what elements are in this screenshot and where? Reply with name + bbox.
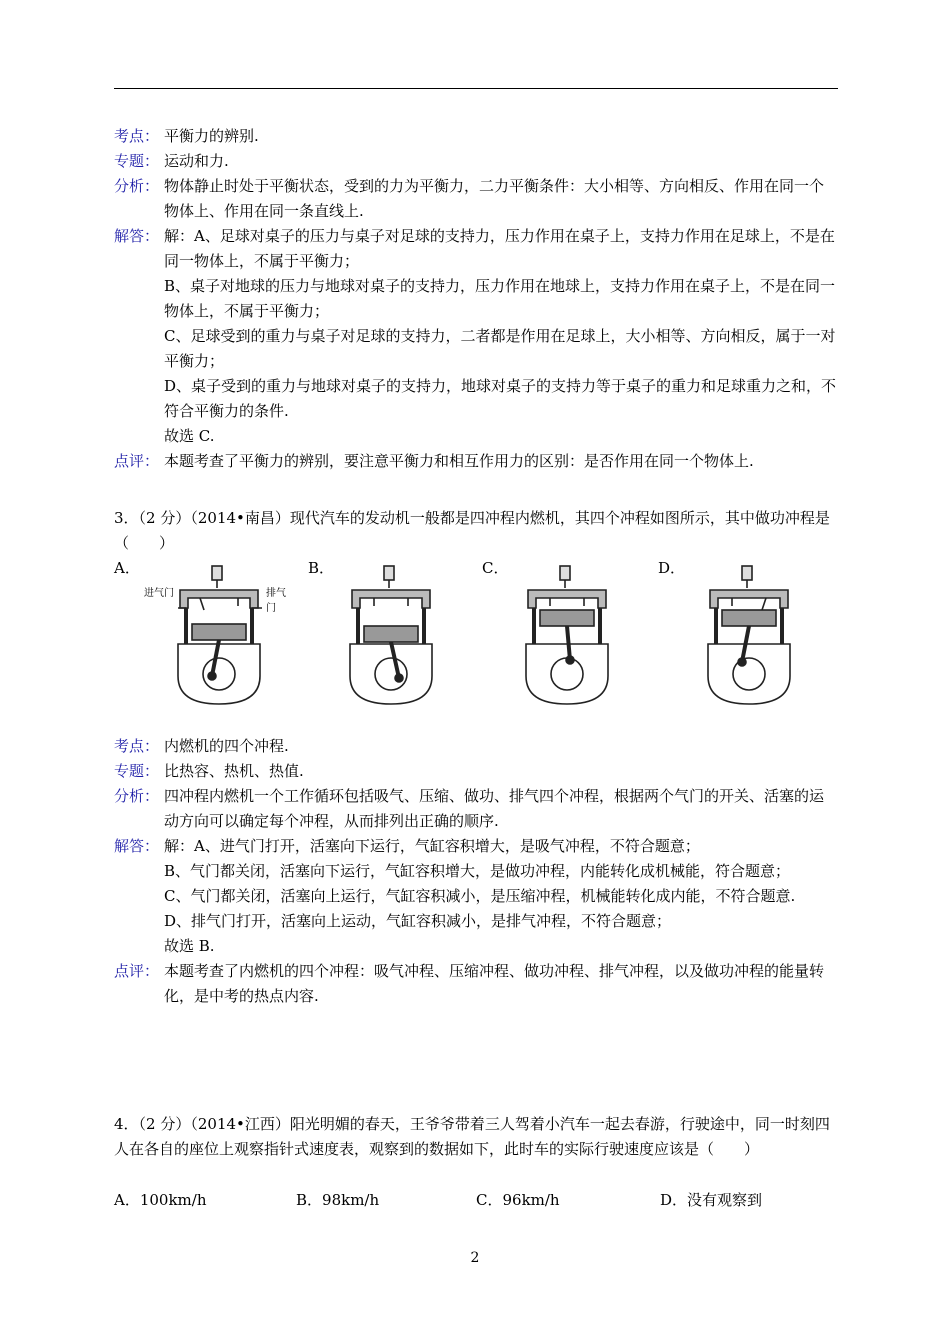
label-fenxi: 分析： [114, 787, 160, 805]
q2-dianping [114, 449, 838, 474]
q2-jieda-line: 故选 C. [164, 427, 215, 445]
q2-jieda-line: D、桌子受到的重力与地球对桌子的支持力，地球对桌子的支持力等于桌子的重力和足球重力之和，不符合平衡力的条件. [164, 377, 837, 420]
q3-kaodian [114, 734, 838, 759]
q2-jieda-line: 解：A、足球对桌子的压力与桌子对足球的支持力，压力作用在桌子上，支持力作用在足球上，不是在同一物体上，不属于平衡力； [164, 227, 835, 270]
q3-jieda-line: C、气门都关闭，活塞向上运行，气缸容积减小，是压缩冲程，机械能转化成内能，不符合题意. [164, 887, 796, 905]
engine-figure-c [482, 556, 642, 706]
q3-jieda-body [164, 834, 838, 959]
option-c-label: C． [482, 559, 509, 577]
q3-jieda-line: 故选 B. [164, 937, 215, 955]
q2-zhuanti-text: 运动和力. [164, 152, 229, 170]
q2-jieda-line: C、足球受到的重力与桌子对足球的支持力，二者都是作用在足球上，大小相等、方向相反，属于一对平衡力； [164, 327, 836, 370]
label-kaodian: 考点： [114, 127, 160, 145]
page-number: 2 [470, 1250, 480, 1266]
q2-jieda-line: B、桌子对地球的压力与地球对桌子的支持力，压力作用在地球上，支持力作用在桌子上，不是在同一物体上，不属于平衡力； [164, 277, 836, 320]
q4-option-c: C．96km/h [476, 1191, 560, 1209]
q2-jieda [114, 224, 838, 449]
q4-option-a: A．100km/h [114, 1191, 207, 1209]
engine-figure-b [308, 556, 468, 706]
q3-zhuanti [114, 759, 838, 784]
q4-stem [114, 1112, 838, 1162]
q3-stem [114, 506, 838, 556]
header-rule [114, 88, 838, 89]
q2-fenxi-text: 物体静止时处于平衡状态，受到的力为平衡力，二力平衡条件：大小相等、方向相反、作用在同一个物体上、作用在同一条直线上. [164, 177, 825, 220]
label-zhuanti: 专题： [114, 152, 160, 170]
option-b-label: B． [308, 559, 335, 577]
q3-jieda-line: D、排气门打开，活塞向上运动，气缸容积减小，是排气冲程，不符合题意； [164, 912, 672, 930]
q3-fenxi-text: 四冲程内燃机一个工作循环包括吸气、压缩、做功、排气四个冲程，根据两个气门的开关、活塞的运动方向可以确定每个冲程，从而排列出正确的顺序. [164, 787, 825, 830]
label-jieda: 解答： [114, 227, 160, 245]
q2-jieda-body [164, 224, 838, 449]
q4-stem-text: 4．（2 分）（2014•江西）阳光明媚的春天，王爷爷带着三人驾着小汽车一起去春游，行驶途中，同一时刻四人在各自的座位上观察指针式速度表，观察到的数据如下，此时车的实际行驶速度应该是（ ） [114, 1115, 830, 1158]
engine-compression-stroke-image [520, 564, 616, 706]
exhaust-valve-label: 排气门 [266, 588, 286, 614]
engine-intake-stroke-image [172, 564, 268, 706]
intake-valve-label: 进气门 [144, 588, 174, 599]
label-fenxi: 分析： [114, 177, 160, 195]
option-d-label: D． [658, 559, 686, 577]
q4-options [114, 1188, 838, 1213]
label-kaodian: 考点： [114, 737, 160, 755]
q2-dianping-text: 本题考查了平衡力的辨别，要注意平衡力和相互作用力的区别：是否作用在同一个物体上. [164, 452, 754, 470]
q3-fenxi [114, 784, 838, 834]
q3-kaodian-text: 内燃机的四个冲程. [164, 737, 289, 755]
q3-figures [114, 556, 838, 706]
label-jieda: 解答： [114, 837, 160, 855]
q3-dianping-text: 本题考查了内燃机的四个冲程：吸气冲程、压缩冲程、做功冲程、排气冲程，以及做功冲程的能量转化，是中考的热点内容. [164, 962, 825, 1005]
q4-option-b: B．98km/h [296, 1191, 380, 1209]
q4-option-d: D．没有观察到 [660, 1191, 763, 1209]
engine-exhaust-stroke-image [702, 564, 798, 706]
q3-stem-text: 3．（2 分）（2014•南昌）现代汽车的发动机一般都是四冲程内燃机，其四个冲程如图所示，其中做功冲程是（ ） [114, 509, 830, 552]
label-zhuanti: 专题： [114, 762, 160, 780]
label-dianping: 点评： [114, 962, 160, 980]
label-dianping: 点评： [114, 452, 160, 470]
q3-dianping [114, 959, 838, 1009]
q2-kaodian [114, 124, 838, 149]
engine-power-stroke-image [344, 564, 440, 706]
option-a-label: A． [114, 559, 140, 577]
q2-analysis [114, 124, 838, 474]
q3-zhuanti-text: 比热容、热机、热值. [164, 762, 304, 780]
q3-jieda-line: B、气门都关闭，活塞向下运行，气缸容积增大，是做功冲程，内能转化成机械能，符合题意； [164, 862, 791, 880]
q2-zhuanti [114, 149, 838, 174]
q2-kaodian-text: 平衡力的辨别. [164, 127, 259, 145]
engine-figure-d [658, 556, 838, 706]
engine-figure-a [114, 556, 294, 706]
q3-jieda [114, 834, 838, 959]
q2-fenxi [114, 174, 838, 224]
q3-analysis [114, 734, 838, 1009]
q3-jieda-line: 解：A、进气门打开，活塞向下运行，气缸容积增大，是吸气冲程，不符合题意； [164, 837, 700, 855]
